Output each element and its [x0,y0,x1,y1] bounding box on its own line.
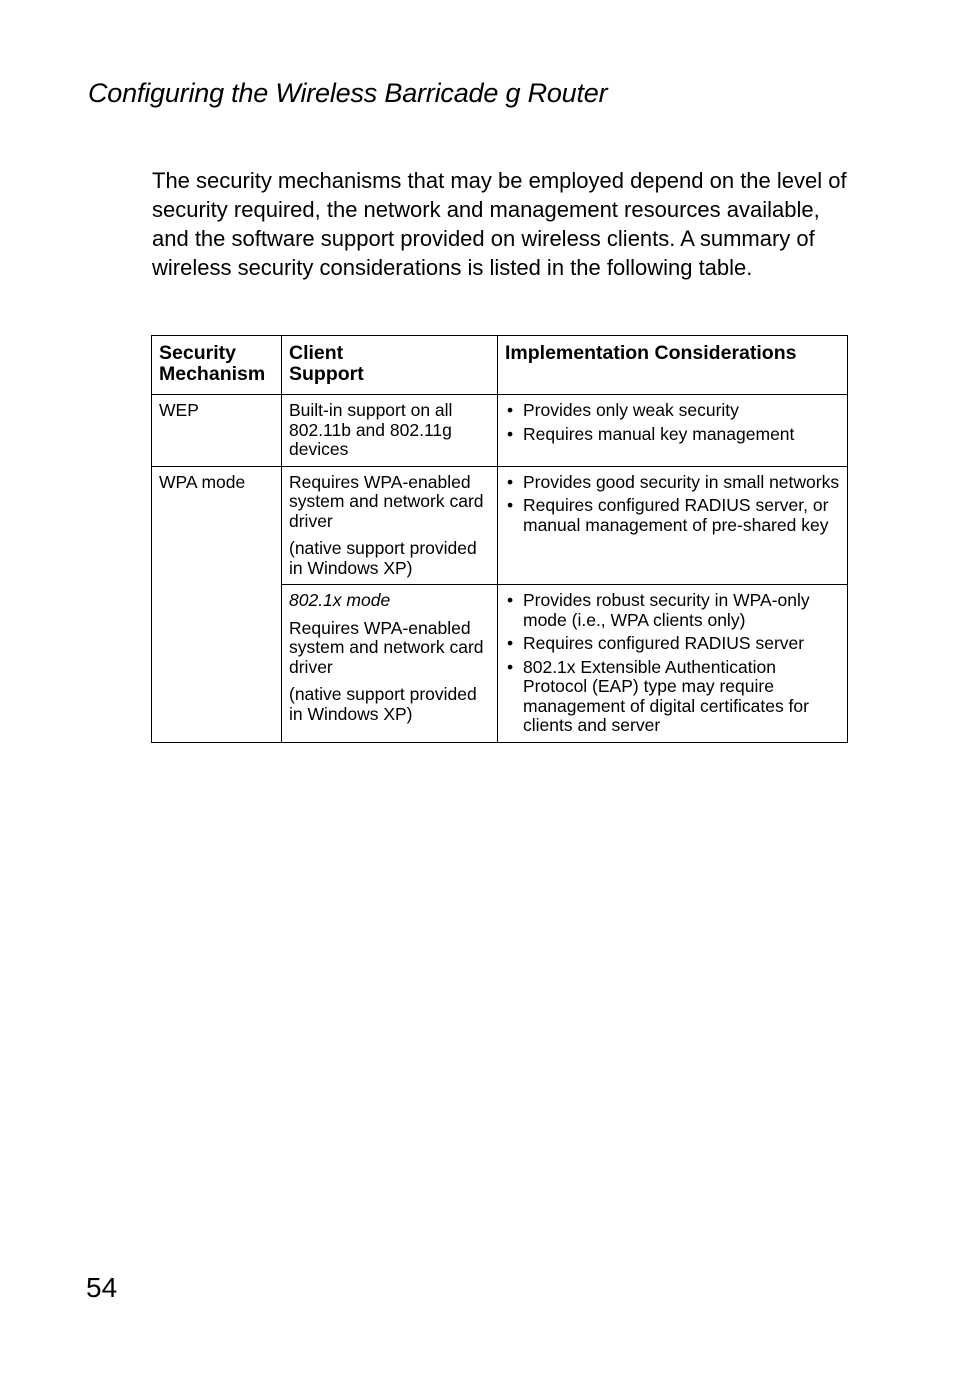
cell-mechanism: WEP [152,395,282,467]
cell-considerations [498,585,848,743]
bullet-icon: • [507,656,514,677]
cell-client-support [282,466,498,585]
bullet-icon: • [507,495,514,515]
header-implementation-considerations: Implementation Considerations [498,336,848,395]
header-client-support [282,336,498,395]
client-mode-label: 802.1x mode [289,590,391,610]
header-mechanism-line2: Mechanism [159,363,266,385]
intro-paragraph: The security mechanisms that may be employed depend on the level of security required, the network and management resources available, and the software support provided on wireless clients. A summary of wireless security considerations is listed in the following table. [152,168,847,280]
running-header-title: Configuring the Wireless Barricade g Router [88,78,608,108]
client-support-text: Requires WPA-enabled system and network card driver [289,471,484,531]
consideration-text: 802.1x Extensible Authentication Protocol (EAP) type may require management of digital certificates for clients and server [523,656,809,735]
client-support-note: (native support provided in Windows XP) [289,538,477,578]
list-item [505,425,841,445]
header-client-line2: Support [289,363,364,385]
bullet-icon: • [507,471,514,492]
list-item [505,496,841,535]
bullet-icon: • [507,633,514,653]
table-header-row [152,336,848,395]
considerations-list [505,401,841,444]
consideration-text: Requires manual key management [523,423,795,444]
table-row [152,395,848,467]
client-support-text: Requires WPA-enabled system and network card driver [289,617,484,677]
cell-considerations [498,395,848,467]
list-item [505,591,841,630]
list-item [505,658,841,736]
header-client-line1: Client [289,342,344,364]
client-support-note: (native support provided in Windows XP) [289,684,477,724]
bullet-icon: • [507,400,514,420]
consideration-text: Provides good security in small networks [523,471,840,492]
header-security-mechanism [152,336,282,395]
list-item [505,473,841,493]
security-considerations-table [151,335,848,743]
consideration-text: Requires configured RADIUS server [523,633,805,653]
header-mechanism-line1: Security [159,342,236,364]
table-row [152,466,848,585]
bullet-icon: • [507,590,514,610]
considerations-list [505,473,841,536]
consideration-text: Provides robust security in WPA-only mode (i.e., WPA clients only) [523,590,810,630]
list-item [505,401,841,421]
bullet-icon: • [507,423,514,444]
client-support-text: Built-in support on all 802.11b and 802.11g devices [289,400,453,459]
cell-client-support [282,395,498,467]
list-item [505,634,841,654]
cell-mechanism: WPA mode [152,466,282,742]
cell-client-support [282,585,498,743]
considerations-list [505,591,841,736]
consideration-text: Provides only weak security [523,400,739,420]
cell-considerations [498,466,848,585]
consideration-text: Requires configured RADIUS server, or manual management of pre-shared key [523,495,829,535]
page-number: 54 [86,1272,118,1303]
